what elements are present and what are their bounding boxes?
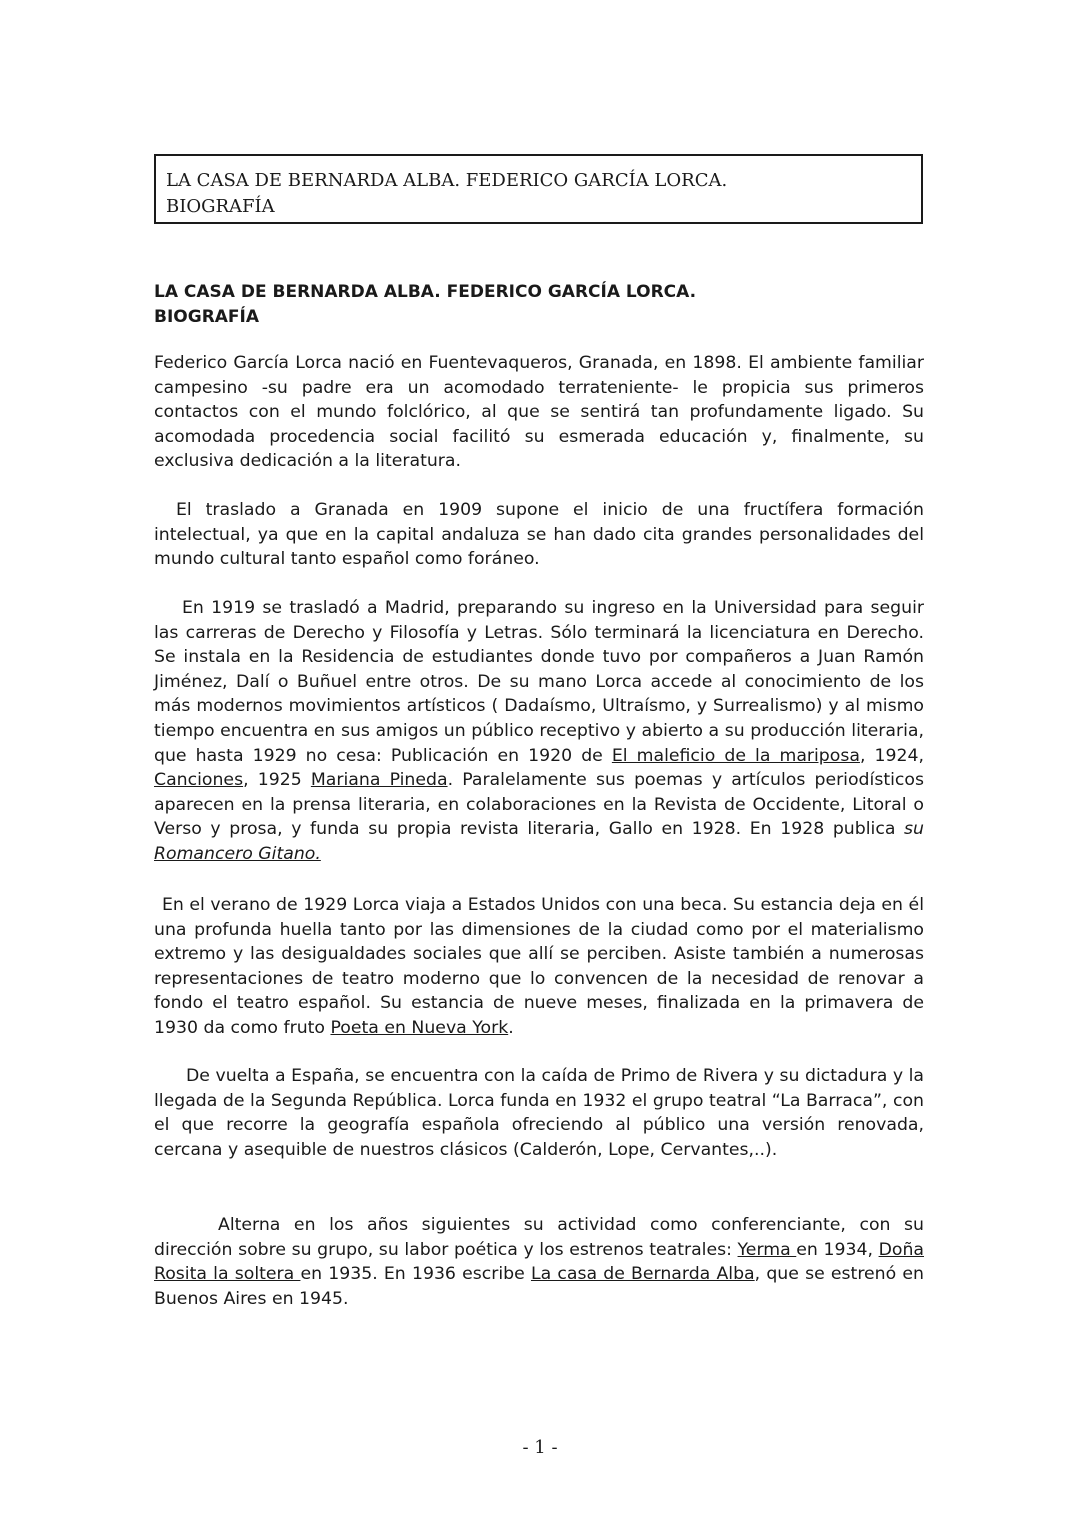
work-canciones: Canciones bbox=[154, 770, 244, 791]
paragraph-6 bbox=[154, 1213, 924, 1311]
section-heading-line-2: BIOGRAFÍA bbox=[154, 307, 260, 327]
section-heading bbox=[154, 280, 924, 330]
title-box-line-1: LA CASA DE BERNARDA ALBA. FEDERICO GARCÍA LORCA. bbox=[166, 170, 728, 191]
paragraph-1: Federico García Lorca nació en Fuentevaqueros, Granada, en 1898. El ambiente familiar campesino -su padre era un acomodado terrateniente- le propicia sus primeros contactos con el mundo folclórico, al que se sentirá tan profundamente ligado. Su acomodada procedencia social facilitó su esmerada educación y, finalmente, su exclusiva dedicación a la literatura. bbox=[154, 353, 924, 472]
page-number: - 1 - bbox=[522, 1437, 558, 1458]
section-heading-line-1: LA CASA DE BERNARDA ALBA. FEDERICO GARCÍA LORCA. bbox=[154, 282, 697, 302]
paragraph-6-text-1: Alterna en los años siguientes su actividad como conferenciante, con su dirección sobre su grupo, su labor poética y los estrenos teatrales: bbox=[154, 1215, 924, 1260]
paragraph-3-text-2: , 1924, bbox=[859, 745, 924, 766]
title-box-line-2: BIOGRAFÍA bbox=[166, 196, 275, 217]
paragraph-6-text-3: en 1935. En 1936 escribe bbox=[300, 1264, 531, 1285]
work-yerma: Yerma bbox=[737, 1239, 797, 1260]
title-box bbox=[154, 154, 923, 224]
work-dona-rosita-la-soltera: Doña Rosita la soltera bbox=[154, 1239, 924, 1285]
work-el-maleficio-de-la-mariposa: El maleficio de la mariposa bbox=[611, 745, 860, 766]
work-mariana-pineda: Mariana Pineda bbox=[310, 770, 448, 791]
paragraph-6-text-2: en 1934, bbox=[796, 1239, 879, 1260]
paragraph-4 bbox=[154, 893, 924, 1041]
paragraph-3 bbox=[154, 596, 924, 867]
paragraph-3-text-4: . Paralelamente sus poemas y artículos periodísticos aparecen en la prensa literaria, en colaboraciones en la Revista de Occidente, Litoral o Verso y prosa, y funda su propia revista literaria, Gallo en 1928. En 1928 publica bbox=[154, 770, 924, 840]
paragraph-3-text-5: su bbox=[904, 819, 924, 840]
work-romancero-gitano: Romancero Gitano. bbox=[154, 843, 321, 864]
work-poeta-en-nueva-york: Poeta en Nueva York bbox=[330, 1017, 509, 1038]
paragraph-3-text-1: En 1919 se trasladó a Madrid, preparando su ingreso en la Universidad para seguir las carreras de Derecho y Filosofía y Letras. Sólo terminará la licenciatura en Derecho. Se instala en la Residencia de estudiantes donde tuvo por compañeros a Juan Ramón Jiménez, Dalí o Buñuel entre otros. De su mano Lorca accede al conocimiento de los más modernos movimientos artísticos ( Dadaísmo, Ultraísmo, y Surrealismo) y al mismo tiempo encuentra en sus amigos un público receptivo y abierto a su producción literaria, que hasta 1929 no cesa: Publicación en 1920 de bbox=[154, 598, 924, 766]
paragraph-3-text-3: , 1925 bbox=[243, 770, 311, 791]
work-la-casa-de-bernarda-alba: La casa de Bernarda Alba bbox=[530, 1264, 755, 1285]
paragraph-2: El traslado a Granada en 1909 supone el inicio de una fructífera formación intelectual, ya que en la capital andaluza se han dado cita grandes personalidades del mundo cultural tanto español como foráneo. bbox=[154, 500, 924, 570]
paragraph-4-text-1: En el verano de 1929 Lorca viaja a Estados Unidos con una beca. Su estancia deja en él una profunda huella tanto por las dimensiones de la ciudad como por el materialismo extremo y las desigualdades sociales que allí se perciben. Asiste también a numerosas representaciones de teatro moderno que lo convencen de la necesidad de renovar a fondo el teatro español. Su estancia de nueve meses, finalizada en la primavera de 1930 da como fruto bbox=[154, 895, 924, 1038]
paragraph-5: De vuelta a España, se encuentra con la caída de Primo de Rivera y su dictadura y la llegada de la Segunda República. Lorca funda en 1932 el grupo teatral “La Barraca”, con el que recorre la geografía española ofreciendo al público una versión renovada, cercana y asequible de nuestros clásicos (Calderón, Lope, Cervantes,..). bbox=[154, 1066, 924, 1160]
paragraph-4-text-2: . bbox=[508, 1017, 514, 1038]
paragraph-6-text-4: , que se estrenó en Buenos Aires en 1945. bbox=[154, 1264, 924, 1309]
